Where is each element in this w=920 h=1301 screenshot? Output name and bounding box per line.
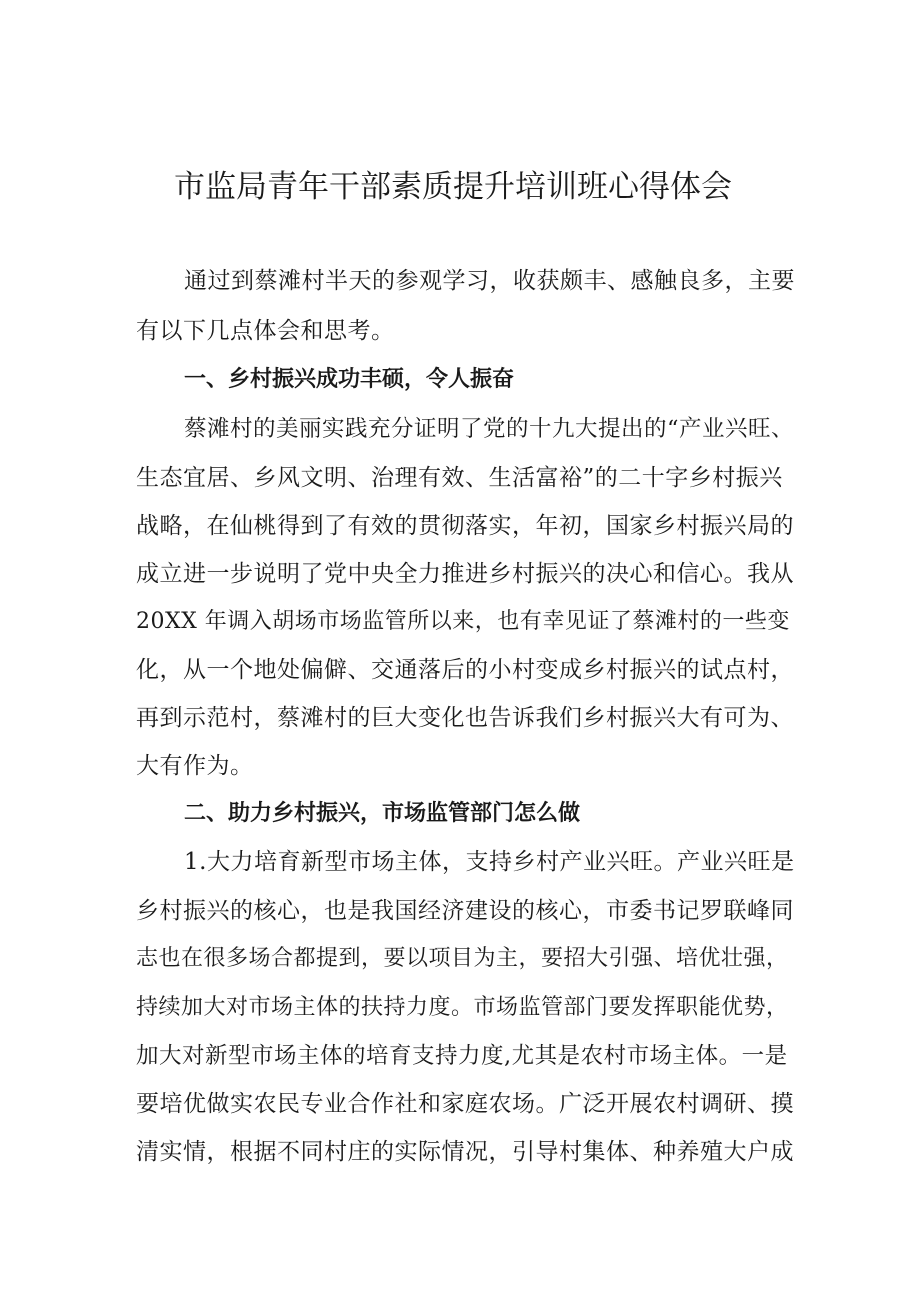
paragraph-line: 成立进一步说明了党中央全力推进乡村振兴的决心和信心。我从 bbox=[136, 561, 794, 587]
section-heading-1: 一、乡村振兴成功丰硕，令人振奋 bbox=[184, 367, 515, 392]
paragraph-line: 通过到蔡滩村半天的参观学习，收获颇丰、感触良多，主要 bbox=[184, 268, 795, 294]
paragraph-line: 志也在很多场合都提到，要以项目为主，要招大引强、培优壮强， bbox=[136, 946, 789, 971]
paragraph-line: 20XX 年调入胡场市场监管所以来，也有幸见证了蔡滩村的一些变 bbox=[136, 609, 790, 634]
paragraph-line: 有以下几点体会和思考。 bbox=[136, 318, 395, 344]
paragraph-line: 乡村振兴的核心，也是我国经济建设的核心，市委书记罗联峰同 bbox=[136, 898, 794, 924]
paragraph-line: 持续加大对市场主体的扶持力度。市场监管部门要发挥职能优势， bbox=[136, 995, 789, 1020]
section-heading-2: 二、助力乡村振兴，市场监管部门怎么做 bbox=[184, 801, 581, 826]
paragraph-line: 生态宜居、乡风文明、治理有效、生活富裕”的二十字乡村振兴 bbox=[136, 465, 783, 491]
document-title: 市监局青年干部素质提升培训班心得体会 bbox=[174, 169, 732, 205]
paragraph-line: 加大对新型市场主体的培育支持力度,尤其是农村市场主体。一是 bbox=[136, 1043, 788, 1069]
paragraph-line: 蔡滩村的美丽实践充分证明了党的十九大提出的“产业兴旺、 bbox=[184, 416, 795, 442]
paragraph-line: 化，从一个地处偏僻、交通落后的小村变成乡村振兴的试点村， bbox=[136, 657, 794, 683]
paragraph-line: 清实情，根据不同村庄的实际情况，引导村集体、种养殖大户成 bbox=[136, 1139, 794, 1165]
paragraph-line: 再到示范村，蔡滩村的巨大变化也告诉我们乡村振兴大有可为、 bbox=[136, 705, 794, 731]
paragraph-line: 要培优做实农民专业合作社和家庭农场。广泛开展农村调研、摸 bbox=[136, 1091, 794, 1117]
paragraph-line: 大有作为。 bbox=[136, 753, 254, 779]
paragraph-line: 战略，在仙桃得到了有效的贯彻落实，年初，国家乡村振兴局的 bbox=[136, 513, 794, 539]
paragraph-line: 1.大力培育新型市场主体，支持乡村产业兴旺。产业兴旺是 bbox=[184, 849, 795, 875]
